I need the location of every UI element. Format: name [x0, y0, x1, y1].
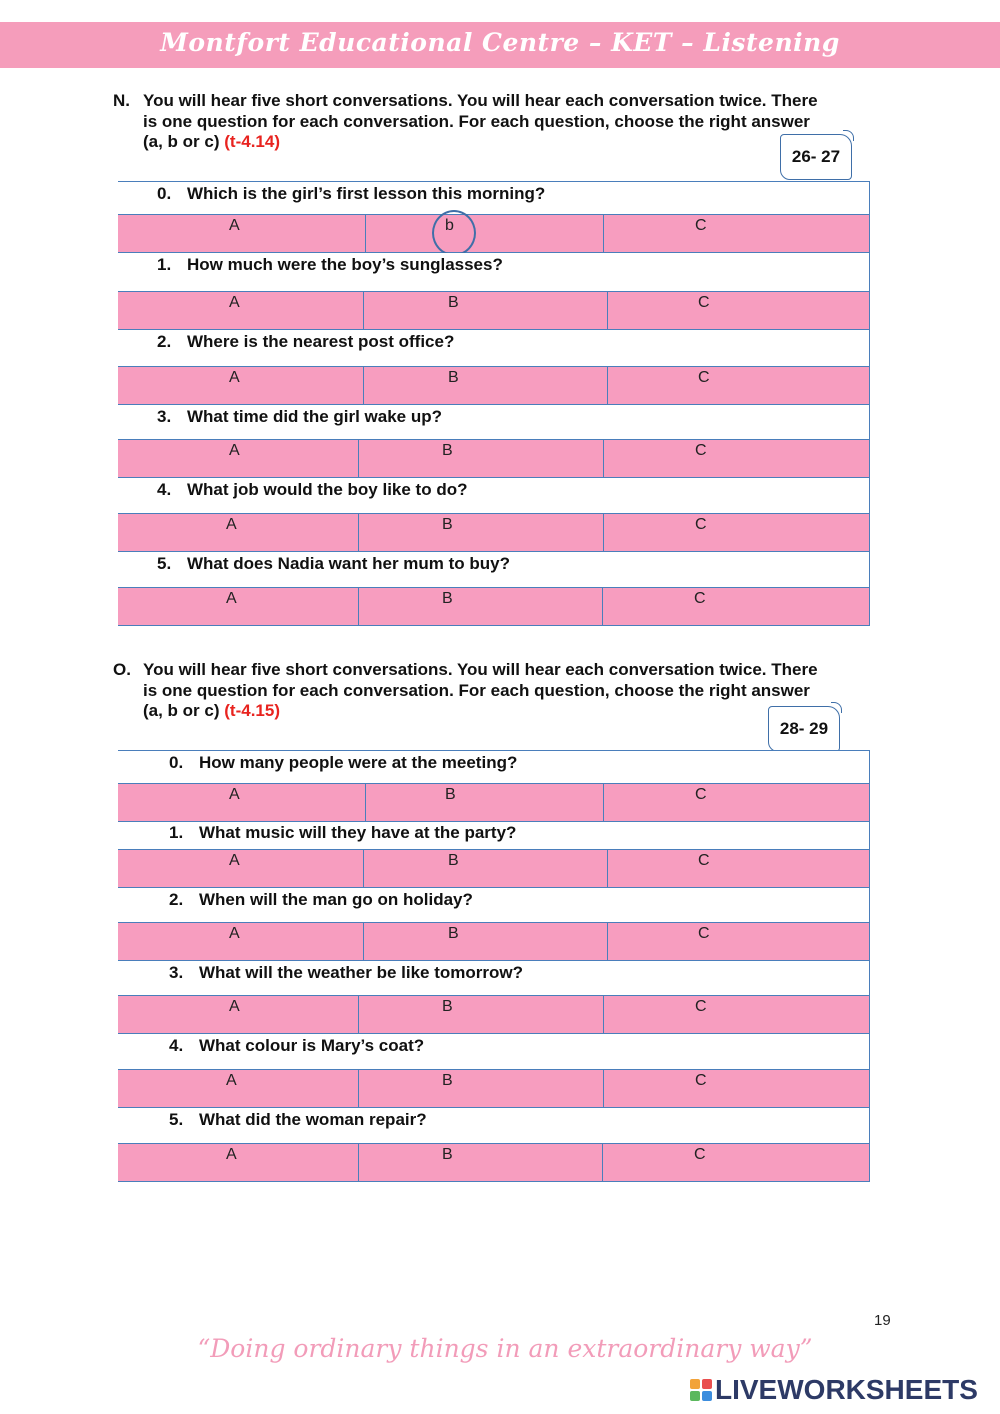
- question-row: [118, 405, 869, 439]
- option-c-cell[interactable]: [603, 784, 870, 821]
- option-b-cell[interactable]: [358, 1070, 604, 1107]
- question-row: [118, 751, 869, 783]
- option-b-cell[interactable]: [358, 588, 603, 625]
- question-text: What does Nadia want her mum to buy?: [187, 554, 511, 573]
- track-reference: (t-4.14): [224, 132, 280, 151]
- option-label: C: [695, 442, 707, 459]
- question-row: [118, 822, 869, 849]
- answer-row: [118, 439, 869, 478]
- question-text: Which is the girl’s first lesson this morning?: [187, 184, 546, 203]
- brand-name: LIVEWORKSHEETS: [715, 1374, 978, 1405]
- option-a-cell[interactable]: [118, 1070, 358, 1107]
- option-c-cell[interactable]: [607, 850, 870, 887]
- option-label: B: [442, 1146, 453, 1163]
- option-label: A: [226, 590, 237, 607]
- option-label: B: [442, 590, 453, 607]
- answer-row: [118, 366, 869, 405]
- question-text: What did the woman repair?: [199, 1110, 427, 1129]
- answer-row: [118, 849, 869, 888]
- page-range-badge: 26- 27: [780, 134, 852, 180]
- option-label: C: [694, 590, 706, 607]
- option-label: B: [442, 1072, 453, 1089]
- option-c-cell[interactable]: [603, 514, 870, 551]
- option-b-cell[interactable]: [365, 784, 604, 821]
- question-row: [118, 182, 869, 214]
- option-label: A: [229, 925, 240, 942]
- answer-row: [118, 587, 869, 626]
- option-b-cell[interactable]: [363, 292, 608, 329]
- question-number: 2.: [169, 890, 184, 909]
- question-text: How much were the boy’s sunglasses?: [187, 255, 503, 274]
- question-row: [118, 1108, 869, 1143]
- answer-row: [118, 1069, 869, 1108]
- section-o-instructions: [113, 660, 833, 722]
- section-n-question-table: [118, 181, 870, 626]
- option-label: C: [695, 998, 707, 1015]
- page-number: 19: [874, 1312, 891, 1329]
- question-number: 0.: [157, 184, 172, 203]
- option-c-cell[interactable]: [607, 923, 870, 960]
- question-number: 5.: [157, 554, 172, 573]
- option-b-cell[interactable]: [365, 215, 604, 252]
- question-row: [118, 888, 869, 922]
- question-text: What music will they have at the party?: [199, 823, 517, 842]
- option-a-cell[interactable]: [118, 292, 363, 329]
- option-label: C: [698, 925, 710, 942]
- option-label: A: [226, 1072, 237, 1089]
- option-label: A: [229, 442, 240, 459]
- option-label: B: [442, 998, 453, 1015]
- question-number: 4.: [157, 480, 172, 499]
- liveworksheets-logo-icon: [690, 1379, 712, 1401]
- page-header-title: Montfort Educational Centre – KET – Listening: [160, 28, 840, 57]
- option-a-cell[interactable]: [118, 784, 365, 821]
- option-label: B: [448, 294, 459, 311]
- option-label: C: [695, 516, 707, 533]
- option-label: A: [229, 852, 240, 869]
- option-b-cell[interactable]: [358, 1144, 603, 1181]
- option-c-cell[interactable]: [603, 1070, 870, 1107]
- option-label: A: [226, 1146, 237, 1163]
- track-reference: (t-4.15): [224, 701, 280, 720]
- liveworksheets-brand[interactable]: [690, 1374, 978, 1406]
- option-a-cell[interactable]: [118, 923, 363, 960]
- answer-row: [118, 922, 869, 961]
- option-b-cell[interactable]: [363, 850, 608, 887]
- option-b-cell[interactable]: [358, 440, 604, 477]
- option-c-cell[interactable]: [602, 1144, 870, 1181]
- option-label: C: [695, 217, 707, 234]
- section-letter: O.: [113, 660, 131, 679]
- answer-row: [118, 513, 869, 552]
- option-label: A: [229, 369, 240, 386]
- answer-row: [118, 214, 869, 253]
- option-label: C: [694, 1146, 706, 1163]
- option-a-cell[interactable]: [118, 215, 365, 252]
- question-text: When will the man go on holiday?: [199, 890, 473, 909]
- question-row: [118, 1034, 869, 1069]
- option-a-cell[interactable]: [118, 1144, 358, 1181]
- option-label: A: [229, 217, 240, 234]
- option-label: A: [229, 998, 240, 1015]
- option-label: B: [448, 852, 459, 869]
- option-b-cell[interactable]: [363, 367, 608, 404]
- option-label: C: [698, 369, 710, 386]
- motto-quote: “Doing ordinary things in an extraordinary way”: [197, 1334, 813, 1363]
- page-range-badge: 28- 29: [768, 706, 840, 752]
- option-label: C: [695, 1072, 707, 1089]
- option-a-cell[interactable]: [118, 850, 363, 887]
- option-b-cell[interactable]: [358, 996, 604, 1033]
- option-c-cell[interactable]: [602, 588, 870, 625]
- question-text: What time did the girl wake up?: [187, 407, 443, 426]
- option-label: C: [698, 852, 710, 869]
- option-c-cell[interactable]: [607, 292, 870, 329]
- question-number: 2.: [157, 332, 172, 351]
- option-b-cell[interactable]: [358, 514, 604, 551]
- instruction-text: You will hear five short conversations. You will hear each conversation twice. There is one question for each conversation. For each question, choose the right answer (a, b or c): [143, 660, 818, 720]
- question-number: 0.: [169, 753, 184, 772]
- question-number: 5.: [169, 1110, 184, 1129]
- option-a-cell[interactable]: [118, 996, 358, 1033]
- question-text: How many people were at the meeting?: [199, 753, 518, 772]
- option-a-cell[interactable]: [118, 440, 358, 477]
- answer-row: [118, 995, 869, 1034]
- question-row: [118, 330, 869, 366]
- option-a-cell[interactable]: [118, 367, 363, 404]
- question-row: [118, 552, 869, 587]
- option-label: A: [226, 516, 237, 533]
- option-c-cell[interactable]: [603, 996, 870, 1033]
- question-text: What will the weather be like tomorrow?: [199, 963, 523, 982]
- option-b-cell[interactable]: [363, 923, 608, 960]
- question-text: What job would the boy like to do?: [187, 480, 468, 499]
- question-number: 3.: [157, 407, 172, 426]
- option-label: B: [442, 442, 453, 459]
- option-c-cell[interactable]: [603, 440, 870, 477]
- question-row: [118, 478, 869, 513]
- section-n-instructions: [113, 91, 833, 153]
- section-letter: N.: [113, 91, 130, 110]
- option-label: A: [229, 294, 240, 311]
- selected-answer-circle: [432, 210, 476, 256]
- answer-row: [118, 783, 869, 822]
- option-label: B: [445, 786, 456, 803]
- question-text: Where is the nearest post office?: [187, 332, 455, 351]
- option-label: C: [695, 786, 707, 803]
- option-label: B: [448, 369, 459, 386]
- question-number: 1.: [157, 255, 172, 274]
- option-a-cell[interactable]: [118, 514, 358, 551]
- question-row: [118, 961, 869, 995]
- instruction-text: You will hear five short conversations. You will hear each conversation twice. There is one question for each conversation. For each question, choose the right answer (a, b or c): [143, 91, 818, 151]
- question-number: 1.: [169, 823, 184, 842]
- option-label: B: [448, 925, 459, 942]
- section-o-question-table: [118, 750, 870, 1182]
- option-c-cell[interactable]: [607, 367, 870, 404]
- option-label: B: [442, 516, 453, 533]
- option-label: C: [698, 294, 710, 311]
- option-c-cell[interactable]: [603, 215, 870, 252]
- question-text: What colour is Mary’s coat?: [199, 1036, 425, 1055]
- option-a-cell[interactable]: [118, 588, 358, 625]
- answer-row: [118, 1143, 869, 1182]
- option-label: A: [229, 786, 240, 803]
- option-label: b: [445, 217, 454, 234]
- question-number: 3.: [169, 963, 184, 982]
- question-number: 4.: [169, 1036, 184, 1055]
- question-row: [118, 253, 869, 291]
- answer-row: [118, 291, 869, 330]
